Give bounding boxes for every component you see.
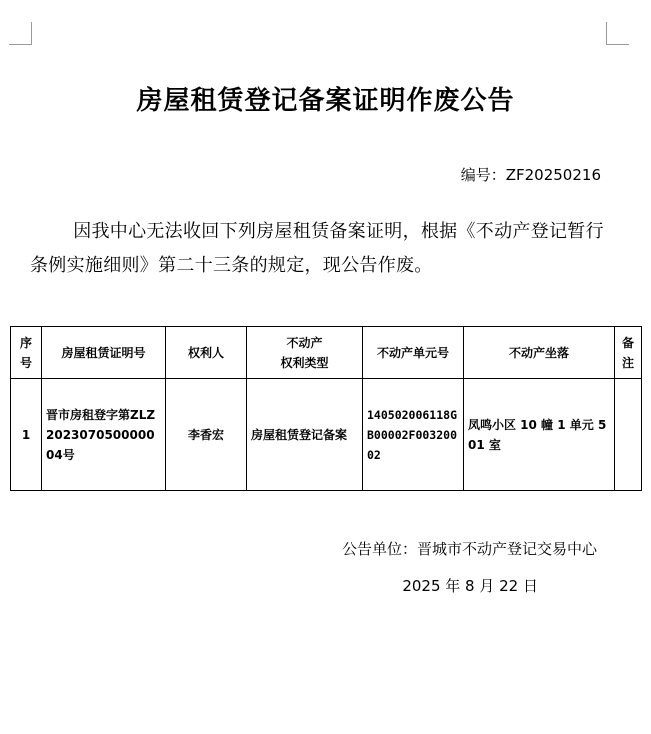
- crop-mark-top-right: [606, 22, 629, 45]
- cell-remark: [615, 379, 642, 491]
- header-location: 不动产坐落: [464, 327, 615, 379]
- cell-unit-no: 140502006118GB00002F00320002: [363, 379, 464, 491]
- header-remark: 备注: [615, 327, 642, 379]
- table-row: [11, 379, 642, 491]
- issuing-unit: 公告单位：晋城市不动产登记交易中心: [341, 540, 597, 558]
- header-seq: 序号: [11, 327, 42, 379]
- header-right-type: 不动产 权利类型: [247, 327, 363, 379]
- issue-date: 2025 年 8 月 22 日: [402, 577, 538, 595]
- cell-seq: 1: [11, 379, 42, 491]
- header-unit-no: 不动产单元号: [363, 327, 464, 379]
- cell-cert-no: 晋市房租登字第ZLZ202307050000004号: [42, 379, 166, 491]
- document-title: 房屋租赁登记备案证明作废公告: [136, 86, 515, 116]
- header-holder: 权利人: [166, 327, 247, 379]
- crop-mark-top-left: [9, 22, 32, 45]
- cell-holder: 李香宏: [166, 379, 247, 491]
- announcement-body: 因我中心无法收回下列房屋租赁备案证明，根据《不动产登记暂行条例实施细则》第二十三条的规定，现公告作废。: [30, 221, 604, 276]
- header-cert-no: 房屋租赁证明号: [42, 327, 166, 379]
- table-header-row: [11, 327, 642, 379]
- cell-right-type: 房屋租赁登记备案: [247, 379, 363, 491]
- document-number: 编号：ZF20250216: [460, 166, 601, 184]
- records-table: [10, 326, 642, 491]
- cell-location: 凤鸣小区 10 幢 1 单元 501 室: [464, 379, 615, 491]
